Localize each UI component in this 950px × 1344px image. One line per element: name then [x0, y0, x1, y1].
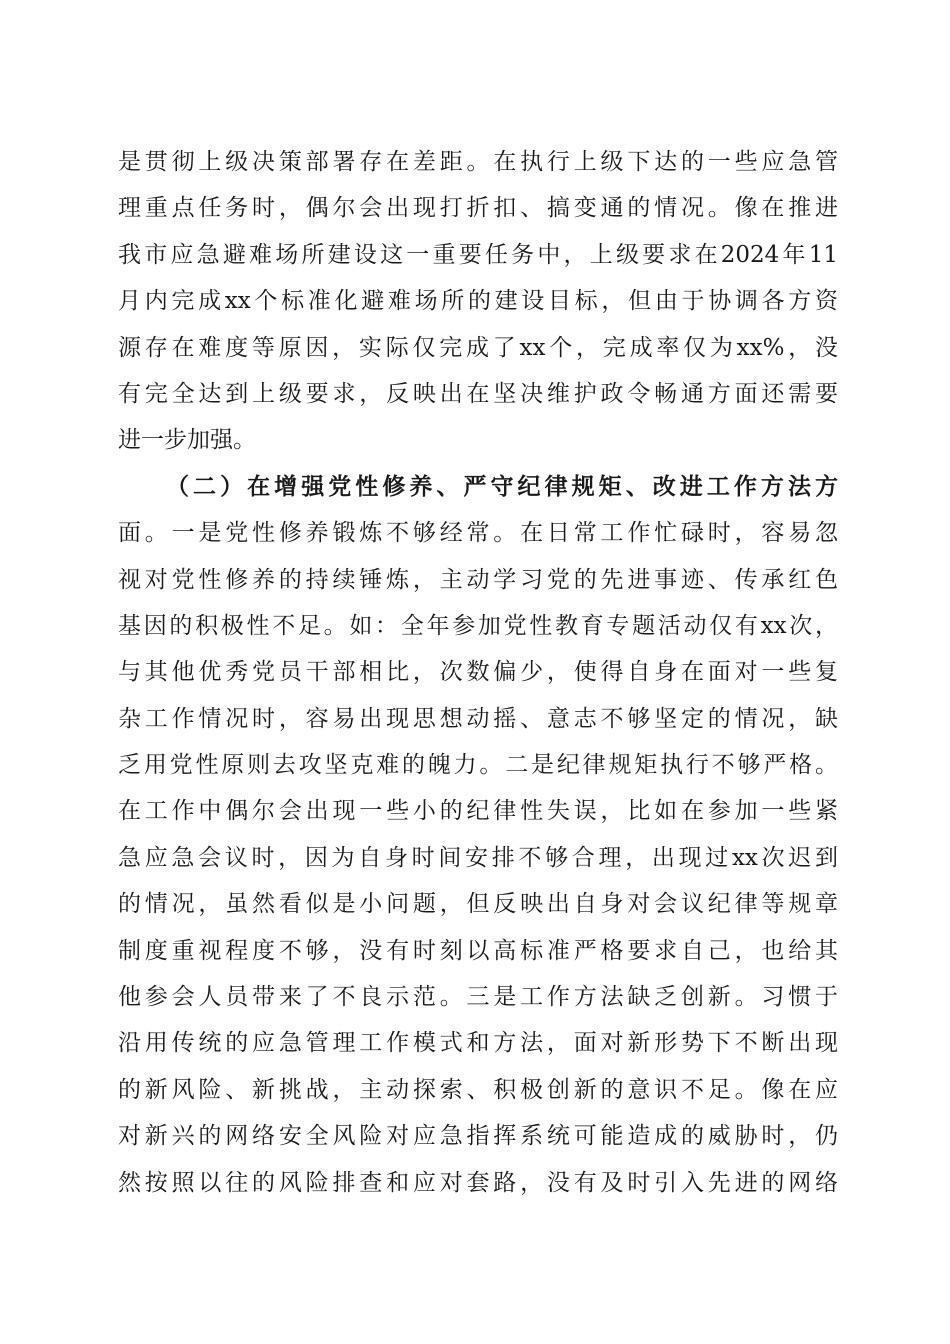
text-line-10: 视对党性修养的持续锤炼，主动学习党的先进事迹、传承红色	[118, 566, 838, 593]
text-line-9: 面。一是党性修养锻炼不够经常。在日常工作忙碌时，容易忽	[118, 520, 838, 547]
text-line-22: 对新兴的网络安全风险对应急指挥系统可能造成的威胁时，仍	[118, 1123, 838, 1150]
text-line-5: 源存在难度等原因，实际仅完成了xx个，完成率仅为xx%，没	[118, 334, 838, 361]
text-line-1: 是贯彻上级决策部署存在差距。在执行上级下达的一些应急管	[118, 149, 838, 175]
text-line-2: 理重点任务时，偶尔会出现打折扣、搞变通的情况。像在推进	[118, 195, 838, 222]
text-line-3: 我市应急避难场所建设这一重要任务中，上级要求在2024年11	[118, 241, 838, 268]
section-heading-line: （二）在增强党性修养、严守纪律规矩、改进工作方法方	[166, 472, 838, 500]
body-text	[118, 139, 838, 1206]
text-line-14: 乏用党性原则去攻坚克难的魄力。二是纪律规矩执行不够严格。	[118, 752, 838, 779]
text-line-23: 然按照以往的风险排查和应对套路，没有及时引入先进的网络	[118, 1169, 838, 1196]
text-line-17: 的情况，虽然看似是小问题，但反映出自身对会议纪律等规章	[118, 891, 838, 918]
text-line-13: 杂工作情况时，容易出现思想动摇、意志不够坚定的情况，缺	[118, 705, 838, 732]
text-line-20: 沿用传统的应急管理工作模式和方法，面对新形势下不断出现	[118, 1030, 838, 1057]
text-line-7: 进一步加强。	[118, 427, 256, 454]
text-line-16: 急应急会议时，因为自身时间安排不够合理，出现过xx次迟到	[118, 844, 838, 871]
text-line-18: 制度重视程度不够，没有时刻以高标准严格要求自己，也给其	[118, 937, 838, 964]
text-line-11: 基因的积极性不足。如：全年参加党性教育专题活动仅有xx次，	[118, 612, 838, 639]
text-line-12: 与其他优秀党员干部相比，次数偏少，使得自身在面对一些复	[118, 659, 838, 686]
text-line-6: 有完全达到上级要求，反映出在坚决维护政令畅通方面还需要	[118, 380, 838, 407]
text-line-15: 在工作中偶尔会出现一些小的纪律性失误，比如在参加一些紧	[118, 798, 838, 825]
text-line-21: 的新风险、新挑战，主动探索、积极创新的意识不足。像在应	[118, 1076, 838, 1103]
text-line-4: 月内完成xx个标准化避难场所的建设目标，但由于协调各方资	[118, 288, 838, 315]
text-line-19: 他参会人员带来了不良示范。三是工作方法缺乏创新。习惯于	[118, 984, 838, 1011]
